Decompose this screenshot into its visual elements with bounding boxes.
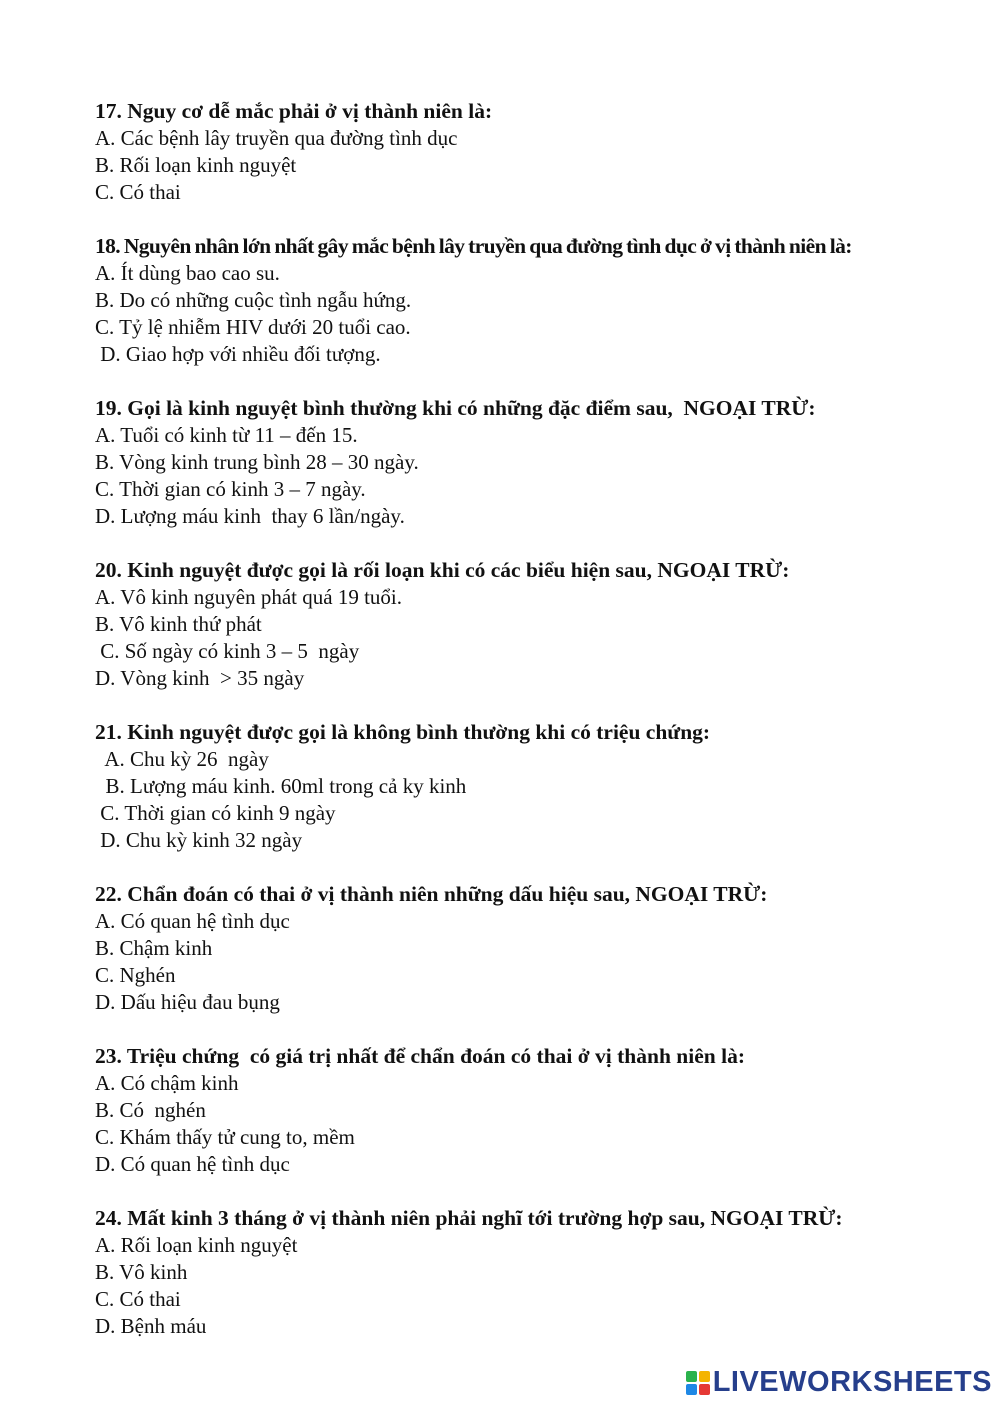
question-title: 20. Kinh nguyệt được gọi là rối loạn khi có các biểu hiện sau, NGOẠI TRỪ: <box>95 558 790 582</box>
question-title: 21. Kinh nguyệt được gọi là không bình thường khi có triệu chứng: <box>95 720 711 744</box>
option-d: D. Có quan hệ tình dục <box>95 1152 290 1176</box>
liveworksheets-watermark <box>686 1366 992 1399</box>
question-title: 19. Gọi là kinh nguyệt bình thường khi có những đặc điểm sau, NGOẠI TRỪ: <box>95 396 816 420</box>
question-title: 22. Chẩn đoán có thai ở vị thành niên những dấu hiệu sau, NGOẠI TRỪ: <box>95 882 768 906</box>
question-title: 17. Nguy cơ dễ mắc phải ở vị thành niên là: <box>95 99 493 123</box>
option-c: C. Có thai <box>95 180 181 204</box>
question-title: 23. Triệu chứng có giá trị nhất để chẩn đoán có thai ở vị thành niên là: <box>95 1044 745 1068</box>
option-a: A. Chu kỳ 26 ngày <box>95 747 269 771</box>
option-b: B. Vòng kinh trung bình 28 – 30 ngày. <box>95 450 419 474</box>
option-a: A. Các bệnh lây truyền qua đường tình dục <box>95 126 458 150</box>
option-d: D. Dấu hiệu đau bụng <box>95 990 280 1014</box>
question-23 <box>95 1043 975 1178</box>
question-22 <box>95 881 975 1016</box>
question-title: 24. Mất kinh 3 tháng ở vị thành niên phải nghĩ tới trường hợp sau, NGOẠI TRỪ: <box>95 1206 843 1230</box>
worksheet <box>95 98 975 1367</box>
option-a: A. Có chậm kinh <box>95 1071 239 1095</box>
option-b: B. Rối loạn kinh nguyệt <box>95 153 297 177</box>
logo-square-icon <box>699 1371 710 1382</box>
option-d: D. Giao hợp với nhiều đối tượng. <box>95 342 381 366</box>
question-17 <box>95 98 975 206</box>
question-title: 18. Nguyên nhân lớn nhất gây mắc bệnh lây truyền qua đường tình dục ở vị thành niên là: <box>95 234 852 258</box>
option-a: A. Ít dùng bao cao su. <box>95 261 280 285</box>
option-d: D. Vòng kinh > 35 ngày <box>95 666 305 690</box>
option-c: C. Có thai <box>95 1287 181 1311</box>
logo-square-icon <box>686 1371 697 1382</box>
question-19 <box>95 395 975 530</box>
option-b: B. Do có những cuộc tình ngẫu hứng. <box>95 288 412 312</box>
option-c: C. Tỷ lệ nhiễm HIV dưới 20 tuổi cao. <box>95 315 411 339</box>
option-a: A. Tuổi có kinh từ 11 – đến 15. <box>95 423 358 447</box>
option-a: A. Rối loạn kinh nguyệt <box>95 1233 298 1257</box>
option-b: B. Vô kinh thứ phát <box>95 612 262 636</box>
option-d: D. Lượng máu kinh thay 6 lần/ngày. <box>95 504 405 528</box>
question-20 <box>95 557 975 692</box>
option-b: B. Chậm kinh <box>95 936 213 960</box>
brand-text: LIVEWORKSHEETS <box>712 1366 992 1398</box>
question-18 <box>95 233 975 368</box>
option-b: B. Lượng máu kinh. 60ml trong cả ky kinh <box>95 774 467 798</box>
logo-square-icon <box>699 1384 710 1395</box>
question-24 <box>95 1205 975 1340</box>
option-a: A. Có quan hệ tình dục <box>95 909 290 933</box>
option-c: C. Khám thấy tử cung to, mềm <box>95 1125 355 1149</box>
option-c: C. Nghén <box>95 963 176 987</box>
option-d: D. Bệnh máu <box>95 1314 207 1338</box>
option-d: D. Chu kỳ kinh 32 ngày <box>95 828 303 852</box>
liveworksheets-logo-icon <box>686 1371 710 1395</box>
option-c: C. Thời gian có kinh 9 ngày <box>95 801 336 825</box>
option-b: B. Vô kinh <box>95 1260 188 1284</box>
logo-square-icon <box>686 1384 697 1395</box>
option-a: A. Vô kinh nguyên phát quá 19 tuổi. <box>95 585 403 609</box>
option-c: C. Số ngày có kinh 3 – 5 ngày <box>95 639 360 663</box>
option-b: B. Có nghén <box>95 1098 206 1122</box>
question-21 <box>95 719 975 854</box>
option-c: C. Thời gian có kinh 3 – 7 ngày. <box>95 477 366 501</box>
